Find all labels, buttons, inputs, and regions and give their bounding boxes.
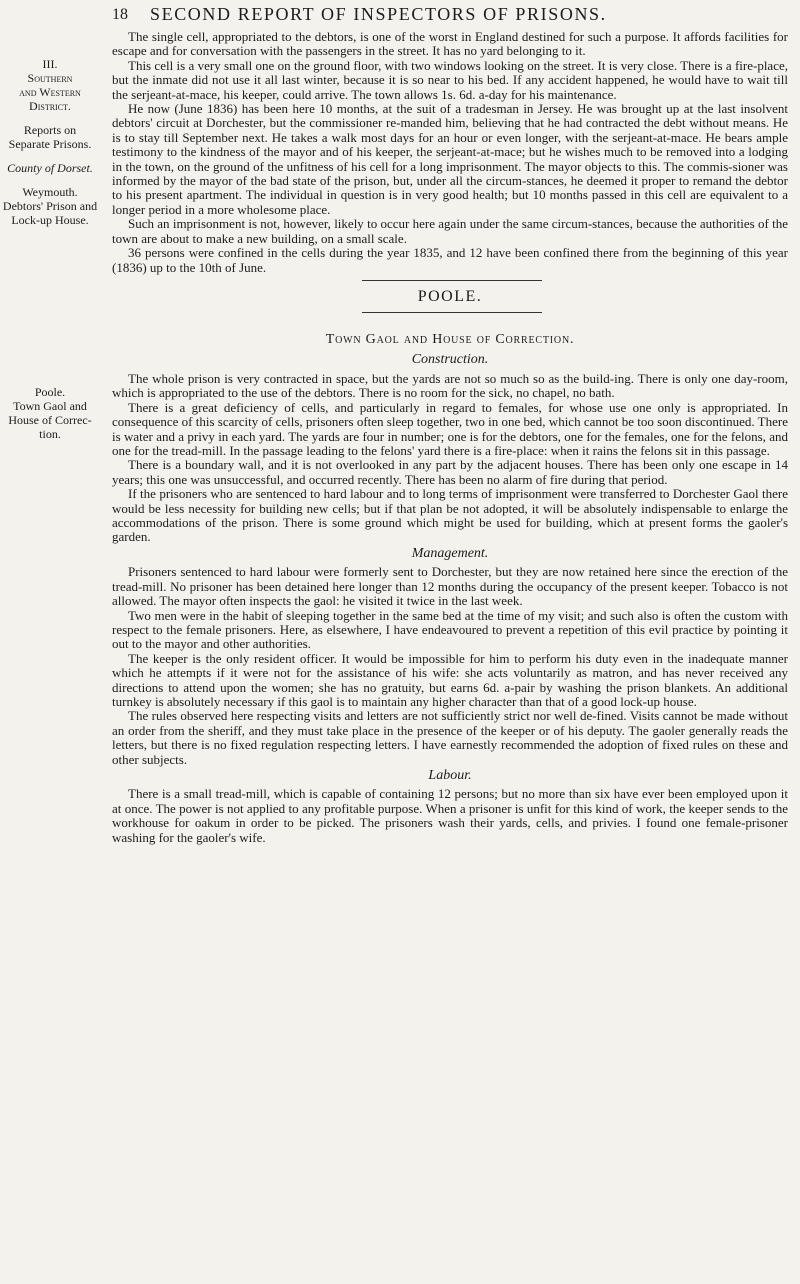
section-divider-2 <box>362 312 542 313</box>
page-number: 18 <box>112 6 128 23</box>
margin-prison-2: Lock-up House. <box>11 213 89 227</box>
margin-county: County of Dorset. <box>7 161 93 175</box>
labour-paragraph-1: There is a small tread-mill, which is capable of containing 12 persons; but no more than six have ever been employed upon it at once. The power is not applied to any profitable purpose. When a prisoner is unfit for this kind of work, the keeper sends to the workhouse for oakum in order to be picked. The prisoners wash their yards, cells, and privies. I found one female-prisoner washing for the gaoler's wife. <box>112 786 788 845</box>
margin-reports-1: Reports on <box>23 123 77 137</box>
margin-note-poole <box>0 385 100 441</box>
construction-heading: Construction. <box>411 352 489 367</box>
construction-paragraph-1: The whole prison is very contracted in space, but the yards are not so much so as the build-ing. There is only one day-room, which is appropriated to the use of the debtors. There is no room for the sick, no chapel, no bath. <box>112 371 788 401</box>
poole-title: POOLE. <box>417 288 483 305</box>
margin-district-number: III. <box>42 57 58 71</box>
margin-district-name-3: District. <box>29 99 71 113</box>
margin-note-weymouth <box>0 57 100 227</box>
margin-poole-2: Town Gaol and <box>13 399 87 413</box>
weymouth-paragraph-3: He now (June 1836) has been here 10 months, at the suit of a tradesman in Jersey. He was brought up at the last insolvent debtors' circuit at Dorchester, but the commissioner re-manded him, believing that he had contracted the debt without means. He is to stay till September next. He takes a walk most days for an hour or even longer, with the serjeant-at-mace. He bears ample testimony to the kindness of the mayor and of his keeper, the serjeant-at-mace; but he wishes much to be removed into a lodging in the town, on the ground of the unfitness of his cell for a long imprisonment. The mayor objects to this. The commis-sioner was informed by the mayor of the bad state of the prison, but, under all the circum-stances, he deemed it proper to remand the debtor to his present apartment. The individual in question is in very good health; but 10 months passed in this cell are equivalent to a longer period in a more wholesome place. <box>112 101 788 217</box>
management-heading: Management. <box>411 545 489 561</box>
poole-body <box>112 372 788 845</box>
management-paragraph-3: The keeper is the only resident officer. It would be impossible for him to perform his duty even in the inadequate manner which he attempts if it were not for the assistance of his wife: she acts voluntarily as matron, and has never received any directions to attend upon the women; she has no gratuity, but earns 6d. a-pair by washing the prison blankets. An additional turnkey is absolutely necessary if this gaol is to maintain any higher character than that of a good lock-up house. <box>112 650 788 709</box>
weymouth-paragraph-5: 36 persons were confined in the cells during the year 1835, and 12 have been confined there from the beginning of this year (1836) up to the 10th of June. <box>112 245 788 275</box>
margin-prison-1: Debtors' Prison and <box>2 199 98 213</box>
weymouth-paragraph-4: Such an imprisonment is not, however, likely to occur here again under the same circum-stances, because the authorities of the town are about to make a new building, on a small scale. <box>112 216 788 246</box>
management-paragraph-2: Two men were in the habit of sleeping together in the same bed at the time of my visit; and such also is often the custom with respect to the female prisoners. Here, as elsewhere, I have endeavoured to prevent a repetition of this evil practice by pointing it out to the mayor and other authorities. <box>112 607 788 652</box>
construction-paragraph-2: There is a great deficiency of cells, and particularly in regard to females, for whose use one only is appropriated. In consequence of this scarcity of cells, prisoners often sleep together, two in one bed, which cannot be too soon discontinued. There is water and a privy in each yard. The yards are four in number; one is for the debtors, one for the females, one for the felons, and one for the tread-mill. In the passage leading to the felons' yard there is a fire-place: when it rains the felons sit in this passage. <box>112 399 788 459</box>
weymouth-paragraph-2: This cell is a very small one on the ground floor, with two windows looking on the street. It is very close. There is a fire-place, but the inmate did not use it all last winter, because it is so near to his bed. If any accident happened, he would have to wait till the serjeant-at-mace, his keeper, could arrive. The town allows 1s. 6d. a-day for his maintenance. <box>112 57 788 102</box>
weymouth-section <box>112 30 788 275</box>
management-paragraph-4: The rules observed here respecting visits and letters are not sufficiently strict nor well de-fined. Visits cannot be made without an order from the sheriff, and they must take place in the presence of the keeper or of his deputy. The gaoler generally reads the letters, but there is no fixed regulation respecting letters. I have earnestly recommended the adoption of fixed rules on these and other subjects. <box>112 708 788 767</box>
construction-paragraph-4: If the prisoners who are sentenced to hard labour and to long terms of imprisonment were transferred to Dorchester Gaol there would be less necessity for building new cells; but if that plan be not adopted, it will be absolutely indispensable to enlarge the accommodations of the prison. There is some ground which might be used for building, which at present forms the gaoler's garden. <box>112 486 788 545</box>
margin-district-name-2: and Western <box>19 85 81 99</box>
labour-heading: Labour. <box>428 767 472 783</box>
margin-town: Weymouth. <box>22 185 78 199</box>
margin-reports-2: Separate Prisons. <box>8 137 92 151</box>
section-divider <box>362 280 542 281</box>
margin-poole-4: tion. <box>39 427 61 441</box>
running-head: SECOND REPORT OF INSPECTORS OF PRISONS. <box>150 4 607 24</box>
construction-paragraph-3: There is a boundary wall, and it is not overlooked in any part by the adjacent houses. There has been only one escape in 14 years; this one was unsuccessful, and occurred recently. There has been no alarm of fire during that period. <box>112 457 788 487</box>
margin-poole-3: House of Correc- <box>8 413 92 427</box>
weymouth-paragraph-1: The single cell, appropriated to the debtors, is one of the worst in England destined for such a purpose. It affords facilities for escape and for conversation with the passengers in the street. It has no yard belonging to it. <box>112 29 788 59</box>
management-paragraph-1: Prisoners sentenced to hard labour were formerly sent to Dorchester, but they are now retained here since the erection of the tread-mill. No prisoner has been detained here longer than 12 months during the occupancy of the present keeper. Tobacco is not allowed. The mayor often inspects the gaol: he visited it twice in the last week. <box>112 564 788 609</box>
poole-subtitle: Town Gaol and House of Correction. <box>325 332 575 347</box>
margin-district-name-1: Southern <box>27 71 73 85</box>
margin-poole-1: Poole. <box>34 385 66 399</box>
